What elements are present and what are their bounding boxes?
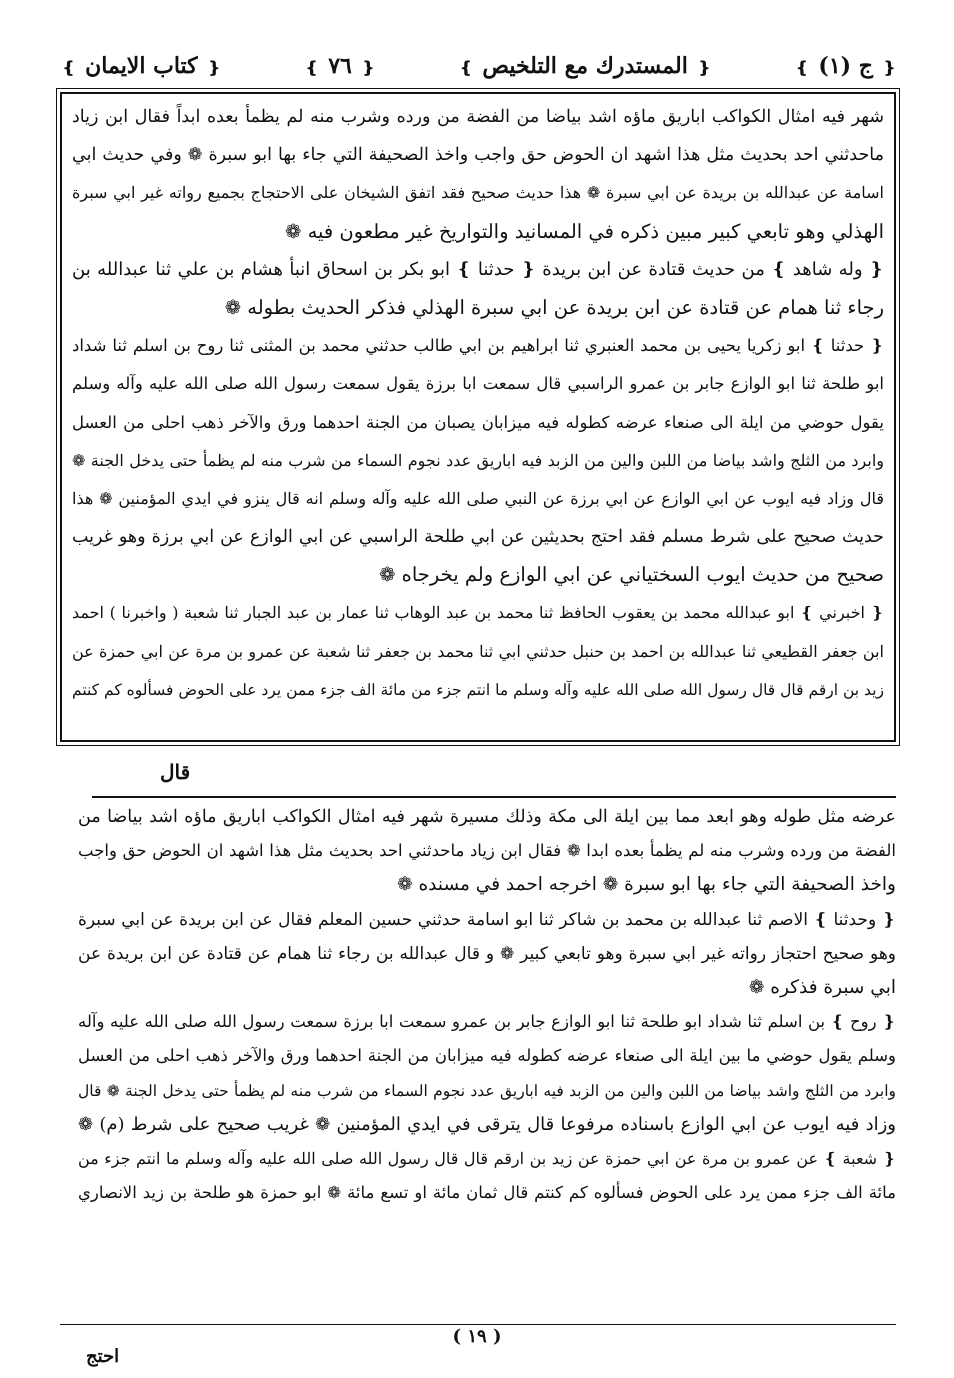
main-text-line: حديث صحيح على شرط مسلم فقد احتج بحديثين عن ابي طلحة الراسبي عن ابي الوازع عن ابي برزة وهو غريب xyxy=(72,527,884,548)
main-text-line: ❴ حدثنا ❵ ابو زكريا يحيى بن محمد العنبري ثنا ابراهيم بن ابي طالب حدثني محمد بن المثنى ثنا روح بن اسلم ثنا شداد xyxy=(72,336,884,356)
commentary-line: واخذ الصحيفة التي جاء بها ابو سبرة ❁ اخرجه احمد في مسنده ❁ xyxy=(397,874,896,896)
ornament-icon: ❴ xyxy=(207,58,221,77)
bottom-rule xyxy=(60,1324,896,1325)
header-chapter xyxy=(60,53,223,79)
main-text-line: ماحدثني احد بحديث مثل هذا اشهد ان الحوض حق واجب واخذ الصحيفة التي جاء بها ابو سبرة ❁ وفي حديث ابي xyxy=(72,145,884,166)
catchword-lower: احتج xyxy=(86,1346,120,1367)
commentary-line: الفضة من ورده وشرب منه لم يظمأ بعده ابدا ❁ فقال ابن زياد ماحدثني احد بحديث مثل هذا اشهد ان الحوض حق واجب xyxy=(78,841,896,861)
separator-rule xyxy=(92,796,896,798)
main-text-line: اسامة عن عبدالله بن بريدة عن ابي سبرة ❁ هذا حديث صحيح فقد اتفق الشيخان على الاحتجاج بجميع رواته غير ابي سبرة xyxy=(72,183,884,203)
main-text-line: ❴ وله شاهد ❵ من حديث قتادة عن ابن بريدة ❴ حدثنا ❵ ابو بكر بن اسحاق انبأ هشام بن علي ثنا عبدالله بن xyxy=(72,258,884,280)
main-text-line: الهذلي وهو تابعي كبير مبين ذكره في المسانيد والتواريخ غير مطعون فيه ❁ xyxy=(285,219,884,243)
main-text-line: شهر فيه امثال الكواكب اباريق ماؤه اشد بياضا من الفضة من ورده وشرب منه لم يظمأ بعده ابداً فقال ابن زياد xyxy=(72,107,884,127)
main-text-line: ❴ اخبرني ❵ ابو عبدالله محمد بن يعقوب الحافظ ثنا محمد بن عبد الوهاب ثنا عمار بن عبد الجبار ثنا شعبة ( واخبرنا ) احمد xyxy=(72,603,884,623)
main-text-line: صحيح من حديث ايوب السختياني عن ابي الوازع ولم يخرجاه ❁ xyxy=(379,563,884,587)
main-text-line: رجاء ثنا همام عن قتادة عن ابن بريدة عن ابي سبرة الهذلي فذكر الحديث بطوله ❁ xyxy=(224,295,884,319)
commentary-line: ❴ وحدثنا ❵ الاصم ثنا عبدالله بن محمد بن شاكر ثنا ابو اسامة حدثني حسين المعلم فقال عن ابن بريدة عن ابي سبرة xyxy=(78,909,896,930)
page-number: ( ١٩ ) xyxy=(452,1326,502,1347)
header-page-number: ٧٦ xyxy=(328,53,352,79)
commentary-line: ابي سبرة فذكره ❁ xyxy=(748,976,896,998)
ornament-icon: ❴ xyxy=(361,58,375,77)
commentary-line: ❴ شعبة ❵ عن عمرو بن مرة عن ابي حمزة عن زيد بن ارقم قال قال رسول الله صلى الله عليه وآله وسلم ما انتم جزء من xyxy=(78,1148,896,1168)
book-title: المستدرك مع التلخيص xyxy=(482,53,688,79)
ornament-icon: ❴ xyxy=(882,58,896,77)
header-page xyxy=(303,53,377,79)
volume-label: ج (١) xyxy=(818,53,873,79)
main-text-line: ابن جعفر القطيعي ثنا عبدالله بن احمد بن حنبل حدثني ابي ثنا محمد بن جعفر ثنا شعبة عن عمرو بن مرة عن ابي حمزة عن xyxy=(72,641,884,661)
main-text-line: يقول حوضي من ايلة الى صنعاء عرضه كطوله فيه ميزابان يصبان من الجنة احدهما ورق والآخر ذهب احلى من العسل xyxy=(72,412,884,432)
ornament-icon: ❵ xyxy=(62,58,76,77)
main-text-line: وابرد من الثلج واشد بياضا من اللبن والين من الزبد فيه اباريق عدد نجوم السماء من شرب منه لم يظمأ حتى يدخل الجنة ❁ xyxy=(72,450,884,470)
header-book-title xyxy=(457,53,713,79)
commentary-line: وسلم يقول حوضي ما بين ايلة الى صنعاء عرضه كطوله فيه ميزابان من الجنة احدهما ورق والآخر ذهب احلى من العسل xyxy=(78,1046,896,1066)
ornament-icon: ❵ xyxy=(305,58,319,77)
ornament-icon: ❵ xyxy=(459,58,473,77)
commentary-line: عرضه مثل طوله وهو ابعد مما بين ايلة الى مكة وذلك مسيرة شهر فيه امثال الكواكب اباريق ماؤه اشد بياضا من xyxy=(78,807,896,827)
main-text-line: قال وزاد فيه ايوب عن ابي الوازع عن ابي برزة عن النبي صلى الله عليه وآله وسلم انه قال ينزو في ايدي المؤمنين ❁ هذا xyxy=(72,488,884,508)
ornament-icon: ❴ xyxy=(697,58,711,77)
commentary-line: مائة الف جزء ممن يرد على الحوض فسألوه كم كنتم قال ثمان مائة او تسع مائة ❁ ابو حمزة هو طلحة بن زيد الانصاري xyxy=(78,1183,896,1203)
main-text-line: ابو طلحة ثنا ابو الوازع جابر بن عمرو الراسبي قال سمعت ابا برزة يقول سمعت رسول الله صلى الله عليه وآله وسلم xyxy=(72,374,884,394)
chapter-title: كتاب الايمان xyxy=(85,53,198,79)
running-header xyxy=(60,44,898,88)
main-text-line: زيد بن ارقم قال قال رسول الله صلى الله عليه وآله وسلم ما انتم جزء من مائة الف جزء ممن يرد على الحوض فسألوه كم كنتم xyxy=(72,680,884,699)
commentary-line: وابرد من الثلج واشد بياضا من اللبن والين من الزبد فيه اباريق عدد نجوم السماء من شرب منه لم يظمأ حتى يدخل الجنة ❁ قال xyxy=(78,1081,896,1100)
main-text-block xyxy=(60,92,896,742)
header-volume xyxy=(793,53,898,79)
commentary-line: ❴ روح ❵ بن اسلم ثنا شداد ابو طلحة ثنا ابو الوازع جابر بن عمرو سمعت ابا برزة سمعت رسول الله صلى الله عليه وآله xyxy=(78,1012,896,1032)
ornament-icon: ❵ xyxy=(795,58,809,77)
commentary-line: وهو صحيح احتجاز رواته غير ابي سبرة وهو تابعي كبير ❁ و قال عبدالله بن رجاء ثنا همام عن قتادة عن ابن بريدة عن xyxy=(78,943,896,964)
commentary-line: وزاد فيه ايوب عن ابي الوازع باسناده مرفوعا قال يترقى في ايدي المؤمنين ❁ غريب صحيح على شرط (م) ❁ xyxy=(78,1113,896,1135)
commentary-block xyxy=(78,800,896,1320)
catchword-upper: قال xyxy=(160,760,191,784)
